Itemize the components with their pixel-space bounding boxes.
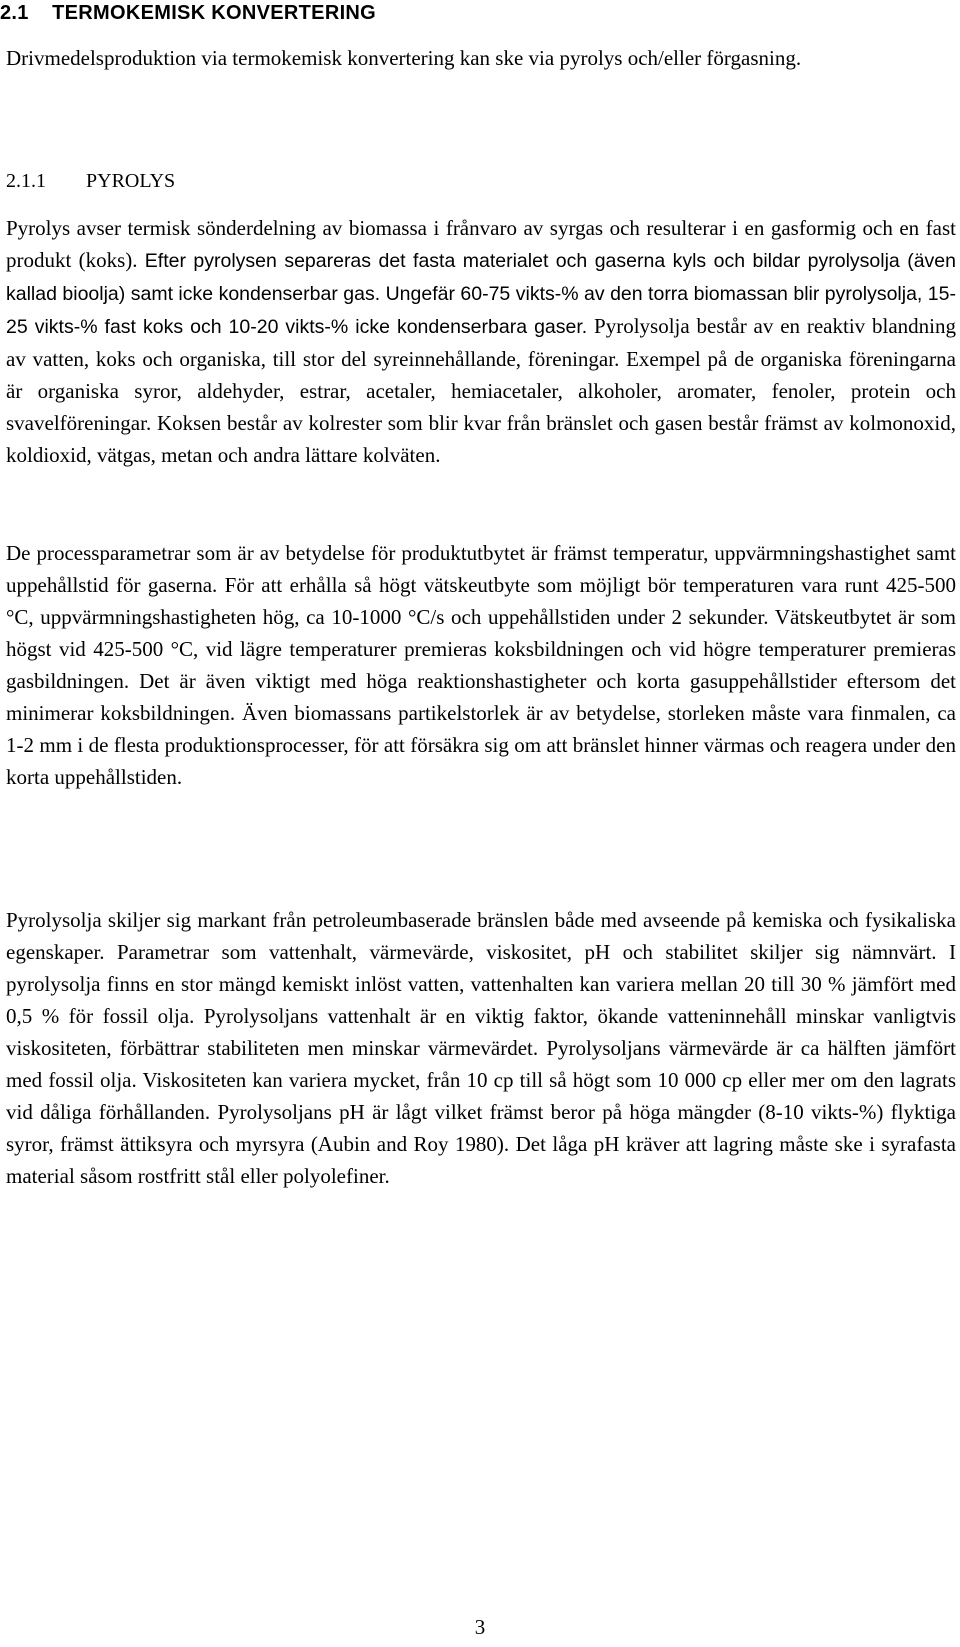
paragraph-pyrolys-part2: Efter pyrolysen separeras det fasta materialet och gaserna kyls och bildar pyrolysolja (även kallad bioolja) samt icke kondenserbar gas. Ungefär 60-75 vikts-% av den torra biomassan blir pyrolysolja, 15-25 vikts-% fast koks och 10-20 vikts-% icke kondenserbara gaser. [6,250,956,338]
subsection-heading [6,168,175,194]
paragraph-pyrolys-part3: Pyrolysolja består av en reaktiv blandning av vatten, koks och organiska, till stor del syreinnehållande, föreningar. Exempel på de organiska föreningarna är organiska syror, aldehyder, estrar, acetaler, hemiacetaler, alkoholer, aromater, fenoler, protein och svavelföreningar. Koksen består av kolrester som blir kvar från bränslet och gasen består främst av kolmonoxid, koldioxid, vätgas, metan och andra lättare kolväten. [6,314,956,467]
page-number: 3 [474,1615,486,1639]
section-intro: Drivmedelsproduktion via termokemisk konvertering kan ske via pyrolys och/eller förgasning. [6,46,802,70]
paragraph-pyrolys [6,212,956,471]
paragraph-processparametrar: De processparametrar som är av betydelse för produktutbytet är främst temperatur, uppvärmningshastighet samt uppehållstid för gaserna. För att erhålla så högt vätskeutbyte som möjligt bör temperaturen vara runt 425-500 °C, uppvärmningshastigheten hög, ca 10-1000 °C/s och uppehållstiden under 2 sekunder. Vätskeutbytet är som högst vid 425-500 °C, vid lägre temperaturer premieras koksbildningen och vid högre temperaturer premieras gasbildningen. Det är även viktigt med höga reaktionshastigheter och korta gasuppehållstider eftersom det minimerar koksbildningen. Även biomassans partikelstorlek är av betydelse, storleken måste vara finmalen, ca 1-2 mm i de flesta produktionsprocesser, för att försäkra sig om att bränslet hinner värmas och reagera under den korta uppehållstiden. [6,541,956,789]
subsection-number: 2.1.1 [6,170,46,192]
paragraph-pyrolysolja: Pyrolysolja skiljer sig markant från petroleumbaserade bränslen både med avseende på kemiska och fysikaliska egenskaper. Parametrar som vattenhalt, värmevärde, viskositet, pH och stabilitet skiljer sig nämnvärt. I pyrolysolja finns en stor mängd kemiskt inlöst vatten, vattenhalten kan variera mellan 20 till 30 % jämfört med 0,5 % för fossil olja. Pyrolysoljans vattenhalt är en viktig faktor, ökande vatteninnehåll minskar vanligtvis viskositeten, förbättrar stabiliteten men minskar värmevärdet. Pyrolysoljans värmevärde är ca hälften jämfört med fossil olja. Viskositeten kan variera mycket, från 10 cp till så högt som 10 000 cp eller mer om den lagrats vid dåliga förhållanden. Pyrolysoljans pH är lågt vilket främst beror på höga mängder (8-10 vikts-%) flyktiga syror, främst ättiksyra och myrsyra (Aubin and Roy 1980). Det låga pH kräver att lagring måste ske i syrafasta material såsom rostfritt stål eller polyolefiner. [6,908,956,1188]
section-title: TERMOKEMISK KONVERTERING [52,2,377,24]
section-heading [0,0,958,26]
section-number: 2.1 [0,2,29,24]
paragraph-pyrolys-part1: Pyrolys avser termisk sönderdelning av biomassa i frånvaro av syrgas och resulterar i en gasformig och en fast produkt (koks). [6,216,956,272]
subsection-title: PYROLYS [86,170,176,192]
